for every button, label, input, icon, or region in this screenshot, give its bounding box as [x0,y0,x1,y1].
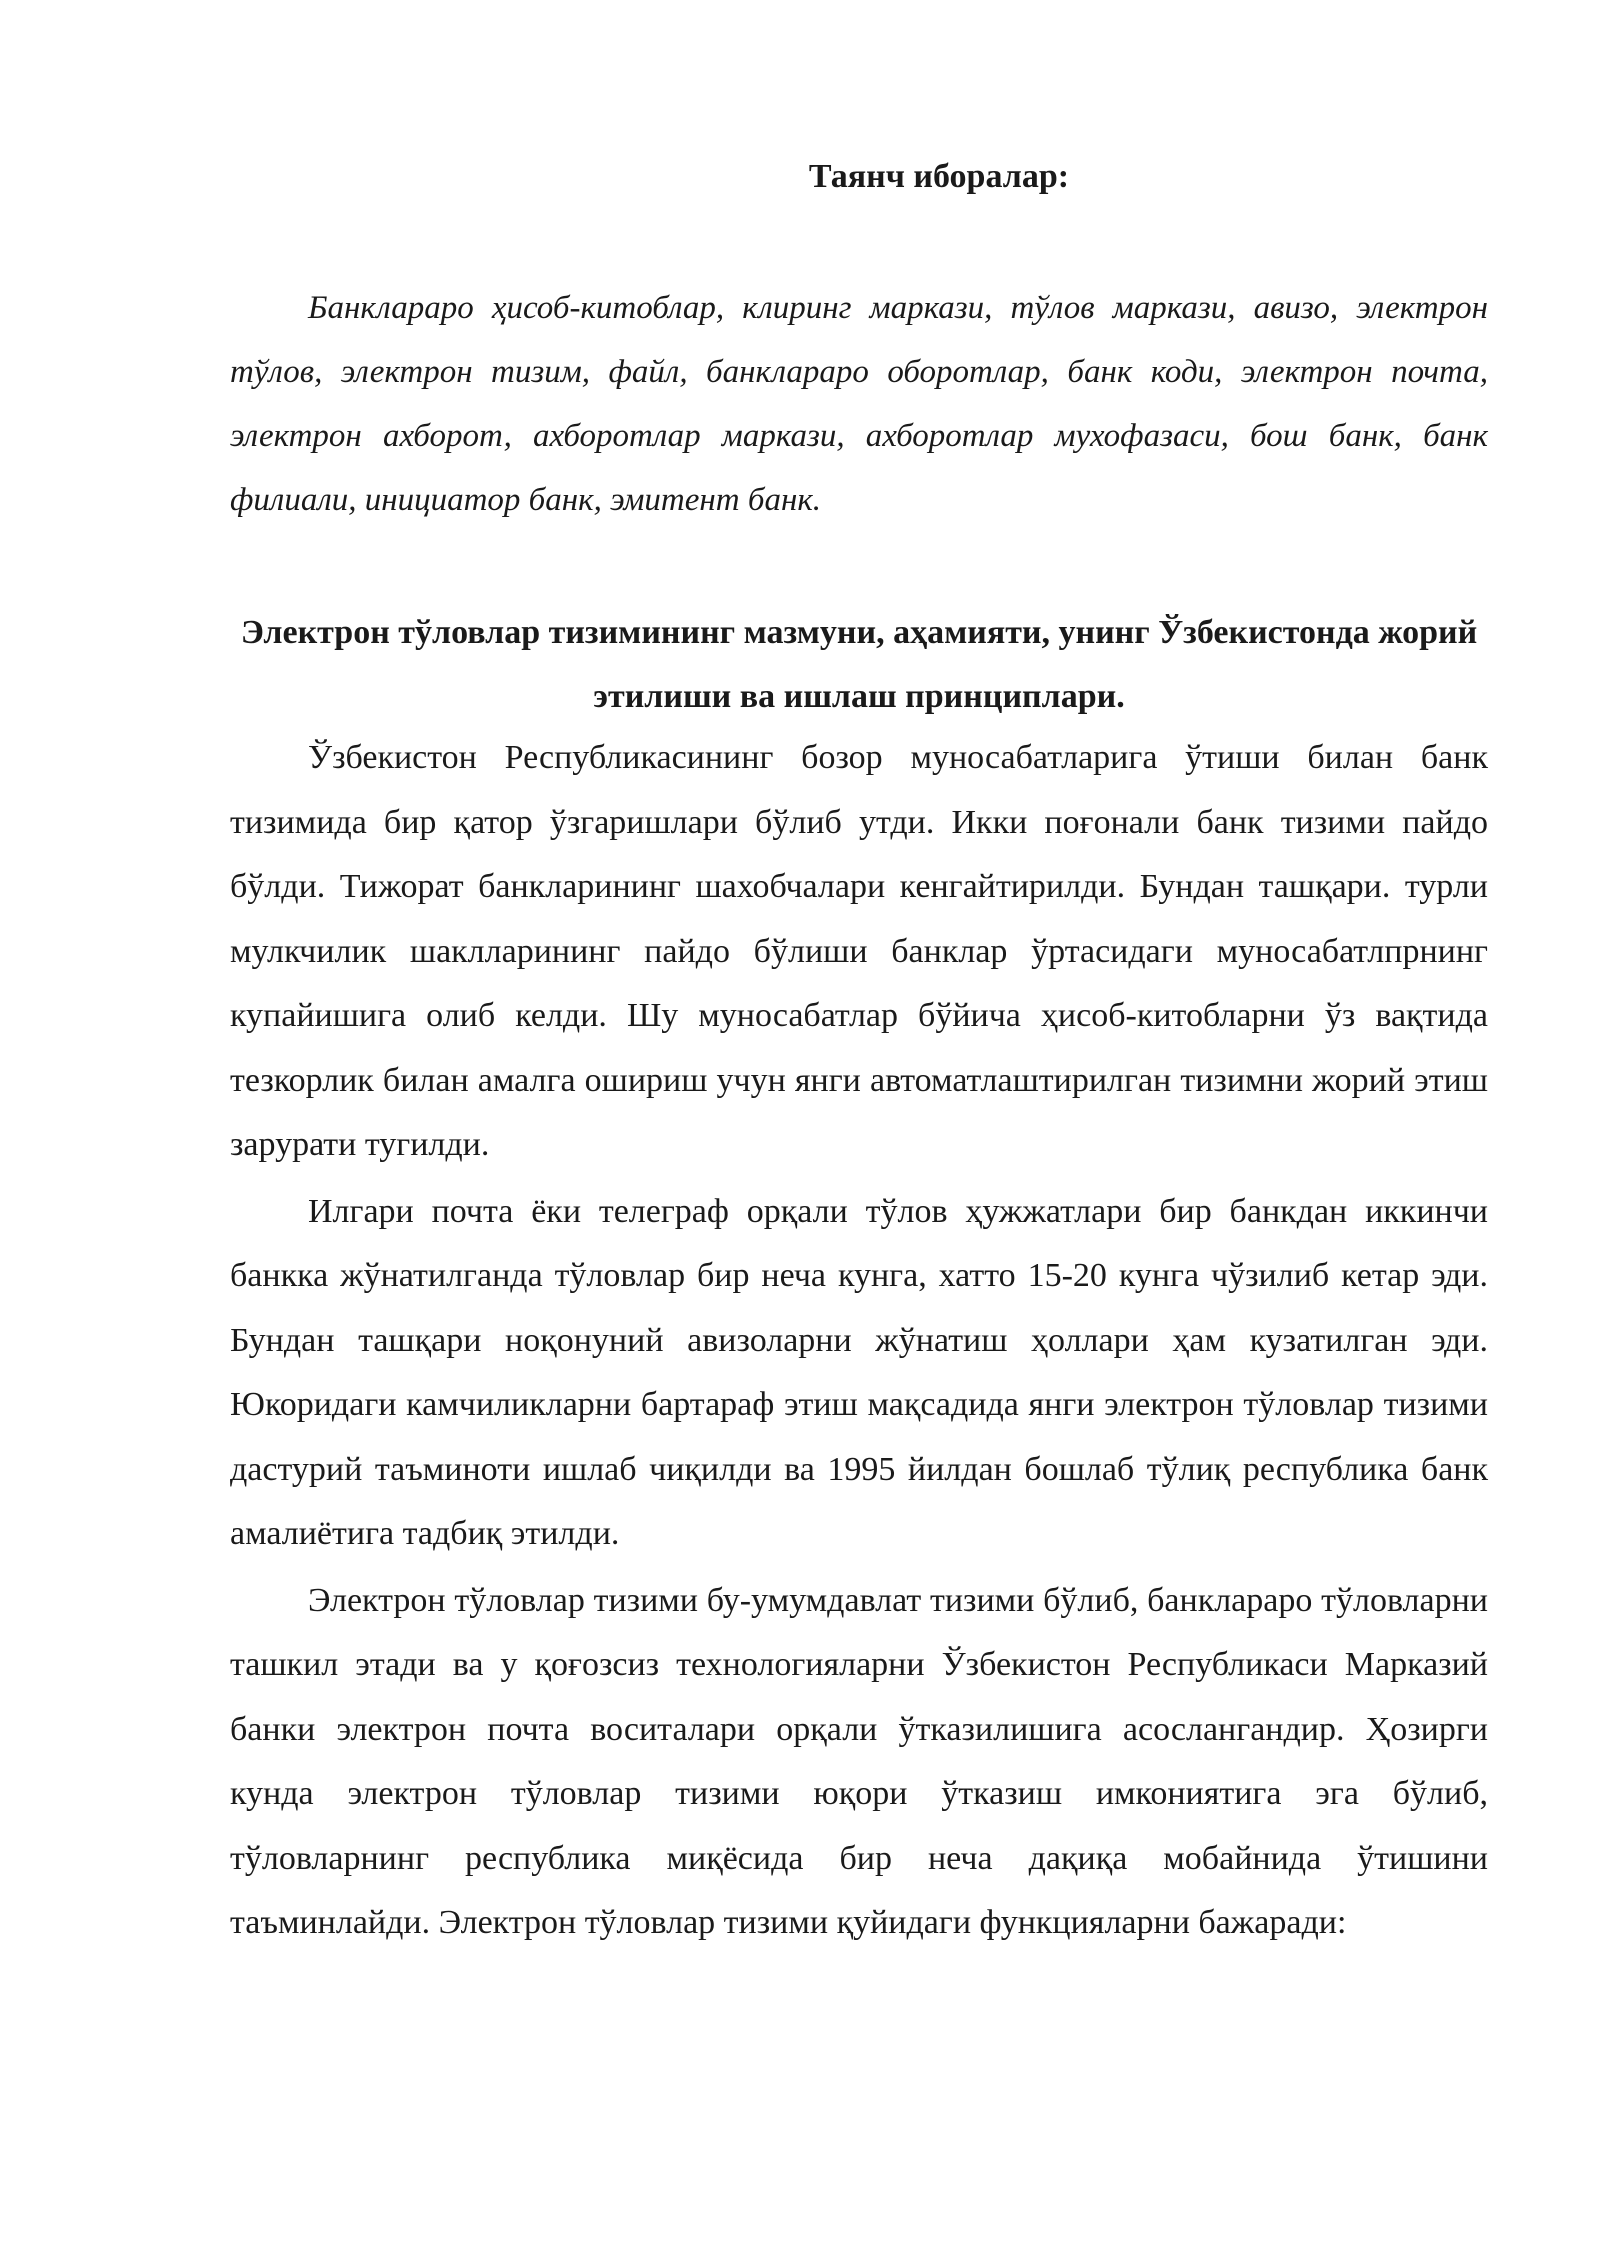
paragraph-3: Электрон тўловлар тизими бу-умумдавлат тизими бўлиб, банклараро тўловларни ташкил этади ва у қоғозсиз технологияларни Ўзбекистон Республикаси Марказий банки электрон почта воситалари орқали ўтказилишига асослангандир. Ҳозирги кунда электрон тўловлар тизими юқори ўтказиш имкониятига эга бўлиб, тўловларнинг республика миқёсида бир неча дақиқа мобайнида ўтишини таъминлайди. Электрон тўловлар тизими қуйидаги функцияларни бажаради: [230,1581,1488,1941]
body-text [230,726,1488,1958]
paragraph-1: Ўзбекистон Республикасининг бозор муносабатларига ўтиши билан банк тизимида бир қатор ўзгаришлари бўлиб утди. Икки поғонали банк тизими пайдо бўлди. Тижорат банкларининг шахобчалари кенгайтирилди. Бундан ташқари. турли мулкчилик шаклларининг пайдо бўлиши банклар ўртасидаги муносабатлпрнинг купайишига олиб келди. Шу муносабатлар бўйича ҳисоб-китобларни ўз вақтида тезкорлик билан амалга ошириш учун янги автоматлаштирилган тизимни жорий этиш зарурати тугилди. [230,739,1488,1163]
paragraph-2: Илгари почта ёки телеграф орқали тўлов ҳужжатлари бир банкдан иккинчи банкка жўнатилганда тўловлар бир неча кунга, хатто 15-20 кунга чўзилиб кетар эди. Бундан ташқари ноқонуний авизоларни жўнатиш ҳоллари ҳам кузатилган эди. Юкоридаги камчиликларни бартараф этиш мақсадида янги электрон тўловлар тизими дастурий таъминоти ишлаб чиқилди ва 1995 йилдан бошлаб тўлиқ республика банк амалиётига тадбиқ этилди. [230,1192,1488,1552]
keywords-title: Таянч иборалар: [808,158,1070,195]
section-title: Электрон тўловлар тизимининг мазмуни, аҳамияти, унинг Ўзбекистонда жорий этилиши ва ишлаш принциплари. [240,614,1478,715]
keywords-paragraph: Банклараро ҳисоб-китоблар, клиринг маркази, тўлов маркази, авизо, электрон тўлов, электрон тизим, файл, банклараро оборотлар, банк коди, электрон почта, электрон ахборот, ахборотлар маркази, ахборотлар мухофазаси, бош банк, банк филиали, инициатор банк, эмитент банк. [230,290,1488,518]
